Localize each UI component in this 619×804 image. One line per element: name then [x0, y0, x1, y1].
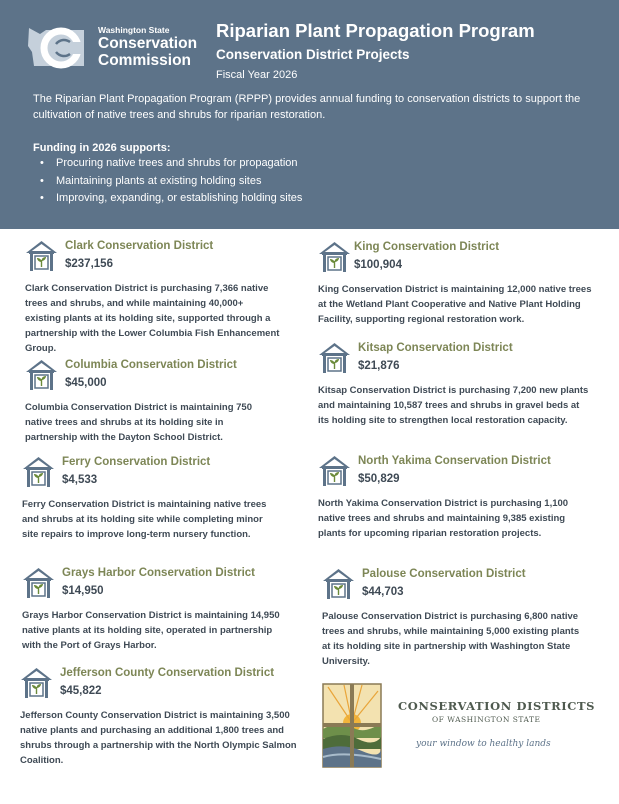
nursery-house-icon	[25, 239, 58, 272]
nursery-house-icon	[20, 666, 53, 699]
cdw-title: CONSERVATION DISTRICTS	[398, 699, 596, 713]
funding-heading: Funding in 2026 supports:	[33, 142, 171, 154]
district-name: King Conservation District	[354, 241, 500, 253]
district-amount: $44,703	[362, 586, 404, 598]
district-amount: $45,000	[65, 377, 107, 389]
page-title: Riparian Plant Propagation Program	[216, 20, 535, 41]
commission-logo	[26, 22, 206, 72]
cdw-subtitle: OF WASHINGTON STATE	[432, 715, 541, 724]
nursery-house-icon	[22, 566, 55, 599]
district-name: Palouse Conservation District	[362, 568, 526, 580]
district-name: Kitsap Conservation District	[358, 342, 513, 354]
district-description: Grays Harbor Conservation District is maintaining 14,950 native plants at its holding site, operated in partnership with the Port of Grays Harbor.	[22, 610, 280, 651]
district-description: Palouse Conservation District is purchasing 6,800 native trees and shrubs, while maintaining 5,000 existing plants at its holding site in partnership with Washington State University.	[322, 611, 580, 667]
funding-list	[40, 155, 302, 208]
logo-line1: Conservation	[98, 35, 198, 52]
district-amount: $50,829	[358, 473, 400, 485]
nursery-house-icon	[22, 455, 55, 488]
district-description: Clark Conservation District is purchasing 7,366 native trees and shrubs, and while maintaining 40,000+ existing plants at its holding site, supported through a partnership with the Lower Columbia Fish Enhancement Group.	[25, 283, 280, 354]
district-name: Grays Harbor Conservation District	[62, 567, 256, 579]
district-description: King Conservation District is maintaining 12,000 native trees at the Wetland Plant Cooperative and Native Plant Holding Facility, supporting regional restoration work.	[318, 284, 592, 325]
district-amount: $14,950	[62, 585, 104, 597]
funding-item: • Maintaining plants at existing holding sites	[40, 173, 302, 191]
nursery-house-icon	[318, 240, 351, 273]
district-description: Kitsap Conservation District is purchasing 7,200 new plants and maintaining 10,587 trees and shrubs in gravel beds at its holding site to strengthen local restoration capacity.	[318, 385, 589, 426]
window-landscape-icon	[322, 683, 382, 768]
nursery-house-icon	[25, 358, 58, 391]
logo-line2: Commission	[98, 52, 192, 69]
nursery-house-icon	[318, 454, 351, 487]
district-name: Ferry Conservation District	[62, 456, 211, 468]
nursery-house-icon	[322, 567, 355, 600]
intro-paragraph: The Riparian Plant Propagation Program (RPPP) provides annual funding to conservation districts to support the cultivation of native trees and shrubs for riparian restoration.	[33, 93, 581, 121]
district-name: North Yakima Conservation District	[358, 455, 551, 467]
district-description: Columbia Conservation District is maintaining 750 native trees and shrubs at its holding site in partnership with the Dayton School District.	[25, 402, 252, 443]
district-amount: $21,876	[358, 360, 400, 372]
fiscal-year: Fiscal Year 2026	[216, 69, 298, 81]
district-description: North Yakima Conservation District is purchasing 1,100 native trees and shrubs and maintaining 9,385 existing plants for upcoming riparian restoration projects.	[318, 498, 569, 539]
nursery-house-icon	[318, 341, 351, 374]
page-subtitle: Conservation District Projects	[216, 47, 410, 62]
district-amount: $45,822	[60, 685, 102, 697]
district-name: Clark Conservation District	[65, 240, 214, 252]
district-description: Jefferson County Conservation District is maintaining 3,500 native plants and purchasing an additional 1,800 trees and shrubs through a partnership with the North Olympic Salmon Coalition.	[20, 710, 297, 766]
washington-state-icon	[26, 22, 98, 72]
logo-state-text: Washington State	[98, 25, 170, 35]
district-amount: $100,904	[354, 259, 402, 271]
district-amount: $237,156	[65, 258, 113, 270]
funding-item: • Procuring native trees and shrubs for propagation	[40, 155, 302, 173]
district-amount: $4,533	[62, 474, 98, 486]
cdw-tagline: your window to healthy lands	[416, 739, 551, 749]
conservation-districts-logo	[322, 683, 596, 768]
header-banner	[0, 0, 619, 229]
district-description: Ferry Conservation District is maintaining native trees and shrubs at its holding site while completing minor site repairs to improve long-term nursery function.	[22, 499, 267, 540]
district-name: Columbia Conservation District	[65, 359, 237, 371]
district-name: Jefferson County Conservation District	[60, 667, 275, 679]
funding-item: • Improving, expanding, or establishing holding sites	[40, 190, 302, 208]
